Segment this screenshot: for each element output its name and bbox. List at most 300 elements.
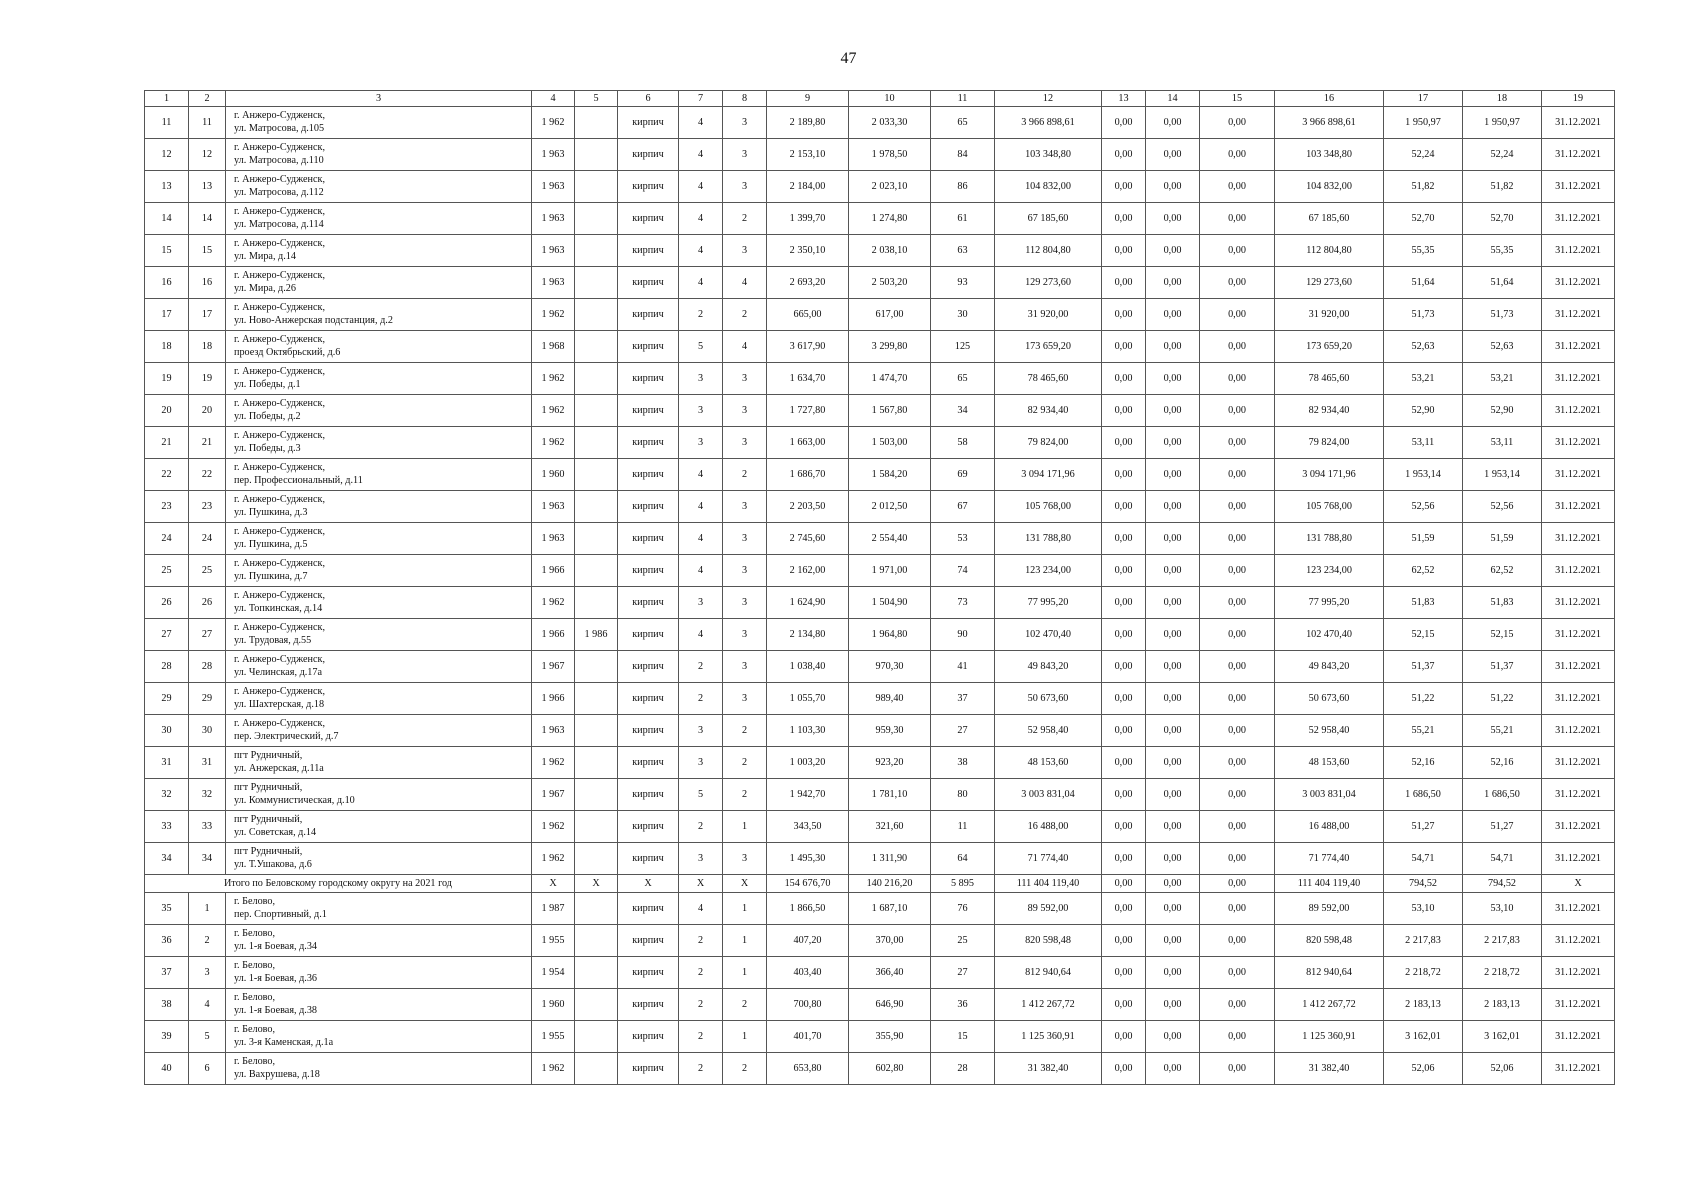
table-cell: 90 <box>931 619 995 651</box>
address-cell <box>226 925 532 957</box>
address-cell <box>226 587 532 619</box>
table-cell: 2 <box>723 747 767 779</box>
table-cell: 52,90 <box>1384 395 1463 427</box>
column-header: 1 <box>145 91 189 107</box>
table-cell: 653,80 <box>767 1053 849 1085</box>
table-cell: 3 <box>189 957 226 989</box>
address-street: ул. Мира, д.26 <box>234 282 296 294</box>
table-cell: 2 203,50 <box>767 491 849 523</box>
table-cell: 105 768,00 <box>1275 491 1384 523</box>
address-cell <box>226 619 532 651</box>
address-city: пгт Рудничный, <box>234 814 303 825</box>
table-row <box>145 715 1615 747</box>
table-cell: кирпич <box>618 523 679 555</box>
table-cell: 1 950,97 <box>1384 107 1463 139</box>
address-cell <box>226 171 532 203</box>
table-cell: 2 <box>723 203 767 235</box>
table-cell: 67 185,60 <box>995 203 1102 235</box>
total-cell: 0,00 <box>1146 875 1200 893</box>
table-row <box>145 107 1615 139</box>
table-cell: 1 942,70 <box>767 779 849 811</box>
table-cell: 129 273,60 <box>995 267 1102 299</box>
column-header: 19 <box>1542 91 1615 107</box>
table-cell: 1 <box>723 925 767 957</box>
table-cell: 4 <box>679 523 723 555</box>
table-cell: 52,16 <box>1384 747 1463 779</box>
table-cell: кирпич <box>618 811 679 843</box>
table-cell: 1 781,10 <box>849 779 931 811</box>
table-cell: 52,16 <box>1463 747 1542 779</box>
address-street: пер. Электрический, д.7 <box>234 730 339 742</box>
table-cell: 1 412 267,72 <box>1275 989 1384 1021</box>
table-cell: 31.12.2021 <box>1542 331 1615 363</box>
table-cell: 1 960 <box>532 459 575 491</box>
table-cell: кирпич <box>618 203 679 235</box>
table-cell: 0,00 <box>1102 267 1146 299</box>
table-cell: 3 966 898,61 <box>995 107 1102 139</box>
table-cell: кирпич <box>618 427 679 459</box>
table-cell: 31 382,40 <box>1275 1053 1384 1085</box>
table-cell: 89 592,00 <box>995 893 1102 925</box>
table-cell: 51,82 <box>1463 171 1542 203</box>
address-street: ул. 1-я Боевая, д.38 <box>234 1004 318 1016</box>
address-cell <box>226 843 532 875</box>
table-cell: 18 <box>145 331 189 363</box>
table-cell: 79 824,00 <box>1275 427 1384 459</box>
address-street: ул. Матросова, д.110 <box>234 154 324 166</box>
table-cell <box>575 459 618 491</box>
table-cell: 28 <box>145 651 189 683</box>
table-cell: 0,00 <box>1102 715 1146 747</box>
table-cell: 3 617,90 <box>767 331 849 363</box>
column-header: 4 <box>532 91 575 107</box>
table-cell: 21 <box>145 427 189 459</box>
table-cell: 31.12.2021 <box>1542 651 1615 683</box>
table-cell: 93 <box>931 267 995 299</box>
address-street: ул. Ново-Анжерская подстанция, д.2 <box>234 314 393 326</box>
address-cell <box>226 747 532 779</box>
table-cell: 1 <box>723 1021 767 1053</box>
table-cell: 0,00 <box>1102 107 1146 139</box>
column-header: 15 <box>1200 91 1275 107</box>
table-cell: 1 963 <box>532 235 575 267</box>
table-cell: 4 <box>679 893 723 925</box>
table-cell <box>575 363 618 395</box>
table-cell: 1 967 <box>532 651 575 683</box>
table-cell: 4 <box>679 107 723 139</box>
table-cell: 1 986 <box>575 619 618 651</box>
table-cell: 26 <box>145 587 189 619</box>
address-street: ул. Пушкина, д.7 <box>234 570 308 582</box>
column-header: 17 <box>1384 91 1463 107</box>
table-cell: кирпич <box>618 715 679 747</box>
address-cell <box>226 893 532 925</box>
table-cell: 0,00 <box>1200 299 1275 331</box>
table-cell: 11 <box>145 107 189 139</box>
table-cell: 84 <box>931 139 995 171</box>
table-cell: 4 <box>679 459 723 491</box>
table-cell: 0,00 <box>1102 1053 1146 1085</box>
table-cell: 37 <box>931 683 995 715</box>
table-cell: 51,73 <box>1384 299 1463 331</box>
address-street: ул. Мира, д.14 <box>234 250 296 262</box>
table-cell: 71 774,40 <box>1275 843 1384 875</box>
table-cell: 54,71 <box>1384 843 1463 875</box>
table-cell: 29 <box>189 683 226 715</box>
table-cell: 31.12.2021 <box>1542 523 1615 555</box>
table-cell <box>575 811 618 843</box>
table-cell: 31.12.2021 <box>1542 619 1615 651</box>
table-cell: 16 <box>189 267 226 299</box>
table-cell: 3 <box>679 363 723 395</box>
table-cell: 0,00 <box>1146 139 1200 171</box>
table-cell: 2 <box>679 811 723 843</box>
table-cell: 49 843,20 <box>995 651 1102 683</box>
column-header: 12 <box>995 91 1102 107</box>
table-cell: 31.12.2021 <box>1542 171 1615 203</box>
table-cell: 2 <box>723 299 767 331</box>
table-cell: 79 824,00 <box>995 427 1102 459</box>
table-cell: 0,00 <box>1146 363 1200 395</box>
table-row <box>145 989 1615 1021</box>
table-cell: 0,00 <box>1146 491 1200 523</box>
table-cell: кирпич <box>618 925 679 957</box>
table-cell: 3 299,80 <box>849 331 931 363</box>
table-cell: 2 <box>679 651 723 683</box>
table-cell: 0,00 <box>1200 363 1275 395</box>
table-cell: 74 <box>931 555 995 587</box>
table-cell: 820 598,48 <box>995 925 1102 957</box>
table-cell: 4 <box>723 331 767 363</box>
table-cell <box>575 715 618 747</box>
table-cell: 55,21 <box>1384 715 1463 747</box>
table-cell: 1 953,14 <box>1463 459 1542 491</box>
table-cell: 173 659,20 <box>995 331 1102 363</box>
table-cell: 2 184,00 <box>767 171 849 203</box>
table-cell: кирпич <box>618 1053 679 1085</box>
address-city: г. Анжеро-Судженск, <box>234 398 326 409</box>
table-cell: 31.12.2021 <box>1542 363 1615 395</box>
table-cell: 51,83 <box>1463 587 1542 619</box>
table-cell: 0,00 <box>1146 1053 1200 1085</box>
address-cell <box>226 989 532 1021</box>
table-cell: 3 <box>723 651 767 683</box>
table-cell: 0,00 <box>1146 523 1200 555</box>
table-cell: 22 <box>145 459 189 491</box>
table-cell: 3 <box>679 395 723 427</box>
table-cell: 31.12.2021 <box>1542 299 1615 331</box>
table-cell: 51,59 <box>1463 523 1542 555</box>
table-cell: 31.12.2021 <box>1542 395 1615 427</box>
table-cell: 0,00 <box>1200 395 1275 427</box>
table-cell: кирпич <box>618 893 679 925</box>
column-header: 6 <box>618 91 679 107</box>
table-cell: 1 686,50 <box>1463 779 1542 811</box>
table-cell: 17 <box>145 299 189 331</box>
table-cell: 1 <box>723 893 767 925</box>
table-cell: 21 <box>189 427 226 459</box>
table-cell: 31.12.2021 <box>1542 747 1615 779</box>
address-cell <box>226 107 532 139</box>
column-header: 11 <box>931 91 995 107</box>
address-cell <box>226 683 532 715</box>
table-row <box>145 523 1615 555</box>
column-header: 16 <box>1275 91 1384 107</box>
address-city: г. Анжеро-Судженск, <box>234 590 326 601</box>
table-cell: 1 962 <box>532 395 575 427</box>
table-row <box>145 651 1615 683</box>
table-cell: 2 <box>723 1053 767 1085</box>
table-cell: 0,00 <box>1102 747 1146 779</box>
housing-table <box>144 90 1615 1085</box>
table-cell: 82 934,40 <box>1275 395 1384 427</box>
address-cell <box>226 555 532 587</box>
table-cell: 26 <box>189 587 226 619</box>
table-cell: 13 <box>145 171 189 203</box>
table-cell: 5 <box>189 1021 226 1053</box>
table-cell: 67 185,60 <box>1275 203 1384 235</box>
table-row <box>145 893 1615 925</box>
address-cell <box>226 363 532 395</box>
table-cell: 4 <box>679 203 723 235</box>
table-cell: 1 953,14 <box>1384 459 1463 491</box>
table-cell: 51,27 <box>1384 811 1463 843</box>
table-cell: 1 963 <box>532 171 575 203</box>
header-row <box>145 91 1615 107</box>
table-cell: 32 <box>189 779 226 811</box>
table-cell: 125 <box>931 331 995 363</box>
table-cell: 0,00 <box>1200 203 1275 235</box>
table-cell: 2 <box>679 957 723 989</box>
table-cell: 1 962 <box>532 747 575 779</box>
table-cell: 0,00 <box>1102 1021 1146 1053</box>
table-row <box>145 747 1615 779</box>
table-cell: 20 <box>189 395 226 427</box>
address-cell <box>226 1021 532 1053</box>
table-cell: 3 966 898,61 <box>1275 107 1384 139</box>
address-city: г. Белово, <box>234 896 276 907</box>
table-cell: 2 <box>723 779 767 811</box>
table-cell: 0,00 <box>1200 427 1275 459</box>
address-street: ул. 3-я Каменская, д.1а <box>234 1036 334 1048</box>
table-cell: 1 963 <box>532 715 575 747</box>
table-cell: 31.12.2021 <box>1542 715 1615 747</box>
table-cell: 51,59 <box>1384 523 1463 555</box>
table-row <box>145 203 1615 235</box>
total-cell: X <box>679 875 723 893</box>
address-city: г. Анжеро-Судженск, <box>234 142 326 153</box>
table-cell: 25 <box>189 555 226 587</box>
address-street: проезд Октябрьский, д.6 <box>234 346 341 358</box>
address-cell <box>226 779 532 811</box>
table-cell: 2 <box>679 989 723 1021</box>
address-street: ул. Анжерская, д.11а <box>234 762 324 774</box>
table-cell: 78 465,60 <box>1275 363 1384 395</box>
address-city: г. Белово, <box>234 1056 276 1067</box>
table-cell: 0,00 <box>1146 683 1200 715</box>
table-row <box>145 1021 1615 1053</box>
table-cell: 0,00 <box>1146 395 1200 427</box>
table-row <box>145 957 1615 989</box>
table-cell: 3 <box>723 235 767 267</box>
table-cell: 52,70 <box>1384 203 1463 235</box>
address-street: ул. 1-я Боевая, д.36 <box>234 972 318 984</box>
table-cell: 31.12.2021 <box>1542 843 1615 875</box>
table-cell <box>575 235 618 267</box>
address-street: пер. Спортивный, д.1 <box>234 908 327 920</box>
table-cell: 52,24 <box>1463 139 1542 171</box>
table-cell: 1 <box>723 811 767 843</box>
table-cell: 3 <box>723 587 767 619</box>
table-cell: 1 963 <box>532 523 575 555</box>
table-cell: 812 940,64 <box>995 957 1102 989</box>
table-cell: 69 <box>931 459 995 491</box>
table-row <box>145 395 1615 427</box>
table-cell: 31.12.2021 <box>1542 235 1615 267</box>
table-cell: кирпич <box>618 779 679 811</box>
table-cell: кирпич <box>618 747 679 779</box>
address-street: ул. Матросова, д.105 <box>234 122 325 134</box>
table-cell: 2 <box>679 1021 723 1053</box>
table-cell: 103 348,80 <box>995 139 1102 171</box>
address-cell <box>226 651 532 683</box>
table-cell: 30 <box>145 715 189 747</box>
table-cell: 52,56 <box>1463 491 1542 523</box>
table-row <box>145 779 1615 811</box>
table-cell: 0,00 <box>1146 747 1200 779</box>
address-street: ул. Вахрушева, д.18 <box>234 1068 320 1080</box>
table-cell: 0,00 <box>1200 1053 1275 1085</box>
table-cell: 52,63 <box>1463 331 1542 363</box>
table-cell: 51,37 <box>1384 651 1463 683</box>
table-cell: 2 153,10 <box>767 139 849 171</box>
table-body <box>145 107 1615 1085</box>
table-cell: 0,00 <box>1200 989 1275 1021</box>
table-cell: 51,37 <box>1463 651 1542 683</box>
column-header: 14 <box>1146 91 1200 107</box>
table-cell: 1 311,90 <box>849 843 931 875</box>
table-cell: 31.12.2021 <box>1542 459 1615 491</box>
table-cell: 53 <box>931 523 995 555</box>
address-cell <box>226 235 532 267</box>
table-cell: 13 <box>189 171 226 203</box>
table-cell: 2 038,10 <box>849 235 931 267</box>
address-city: г. Анжеро-Судженск, <box>234 174 326 185</box>
table-cell: 4 <box>723 267 767 299</box>
table-cell: 0,00 <box>1200 107 1275 139</box>
table-cell: 2 <box>679 925 723 957</box>
table-cell: 4 <box>679 267 723 299</box>
table-cell: 12 <box>189 139 226 171</box>
address-city: г. Анжеро-Судженск, <box>234 686 326 697</box>
table-cell: 1 962 <box>532 427 575 459</box>
table-cell: 0,00 <box>1102 299 1146 331</box>
table-cell: 2 <box>679 1053 723 1085</box>
table-cell: 71 774,40 <box>995 843 1102 875</box>
table-cell: 28 <box>189 651 226 683</box>
table-cell <box>575 683 618 715</box>
address-street: ул. Трудовая, д.55 <box>234 634 312 646</box>
table-cell: 1 055,70 <box>767 683 849 715</box>
table-cell: 123 234,00 <box>995 555 1102 587</box>
address-city: г. Белово, <box>234 928 276 939</box>
table-cell: 23 <box>145 491 189 523</box>
page-number: 47 <box>840 50 857 67</box>
table-cell: 812 940,64 <box>1275 957 1384 989</box>
table-cell: 1 727,80 <box>767 395 849 427</box>
table-cell: 0,00 <box>1200 459 1275 491</box>
table-cell: 3 <box>679 747 723 779</box>
table-cell: 0,00 <box>1102 683 1146 715</box>
table-cell: 80 <box>931 779 995 811</box>
table-cell: 989,40 <box>849 683 931 715</box>
table-cell <box>575 427 618 459</box>
table-row <box>145 811 1615 843</box>
table-cell: 33 <box>189 811 226 843</box>
table-cell: кирпич <box>618 1021 679 1053</box>
table-cell: 0,00 <box>1200 523 1275 555</box>
address-cell <box>226 395 532 427</box>
table-cell: 36 <box>145 925 189 957</box>
address-cell <box>226 811 532 843</box>
table-cell: 1 962 <box>532 843 575 875</box>
table-cell: 0,00 <box>1146 587 1200 619</box>
table-cell: 16 488,00 <box>1275 811 1384 843</box>
table-row <box>145 139 1615 171</box>
table-row <box>145 331 1615 363</box>
table-cell: 31 920,00 <box>995 299 1102 331</box>
table-cell: 61 <box>931 203 995 235</box>
table-cell: 16 <box>145 267 189 299</box>
address-cell <box>226 459 532 491</box>
table-cell: 0,00 <box>1102 843 1146 875</box>
table-cell: 1 960 <box>532 989 575 1021</box>
table-row <box>145 925 1615 957</box>
table-cell: 25 <box>145 555 189 587</box>
table-cell: 1 567,80 <box>849 395 931 427</box>
table-cell: кирпич <box>618 555 679 587</box>
table-cell: кирпич <box>618 267 679 299</box>
table-cell: 1 663,00 <box>767 427 849 459</box>
table-cell: 0,00 <box>1146 715 1200 747</box>
table-cell: 5 <box>679 331 723 363</box>
table-cell: 31.12.2021 <box>1542 555 1615 587</box>
table-cell <box>575 555 618 587</box>
table-cell: 2 183,13 <box>1384 989 1463 1021</box>
address-city: г. Анжеро-Судженск, <box>234 334 326 345</box>
table-row <box>145 619 1615 651</box>
total-label: Итого по Беловскому городскому округу на 2021 год <box>145 875 532 893</box>
table-cell: 1 125 360,91 <box>995 1021 1102 1053</box>
table-cell <box>575 957 618 989</box>
table-cell: 39 <box>145 1021 189 1053</box>
table-cell: 3 <box>723 843 767 875</box>
table-cell: кирпич <box>618 683 679 715</box>
table-row <box>145 843 1615 875</box>
column-header: 9 <box>767 91 849 107</box>
table-cell: 31.12.2021 <box>1542 925 1615 957</box>
address-city: г. Белово, <box>234 960 276 971</box>
address-street: ул. Пушкина, д.3 <box>234 506 308 518</box>
table-cell: 1 987 <box>532 893 575 925</box>
table-cell: 29 <box>145 683 189 715</box>
table-row <box>145 235 1615 267</box>
total-cell: 794,52 <box>1463 875 1542 893</box>
table-cell: кирпич <box>618 957 679 989</box>
column-header: 18 <box>1463 91 1542 107</box>
address-city: г. Анжеро-Судженск, <box>234 622 326 633</box>
table-cell: 33 <box>145 811 189 843</box>
